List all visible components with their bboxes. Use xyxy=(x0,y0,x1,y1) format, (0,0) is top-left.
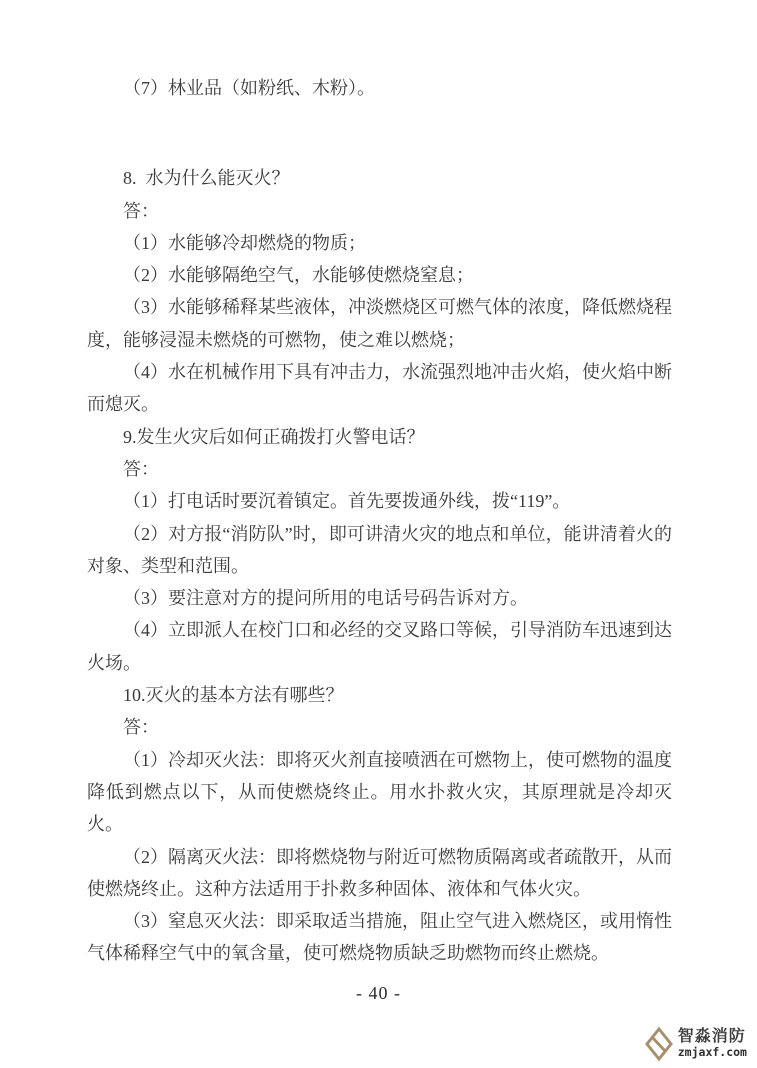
answer-label-8: 答： xyxy=(123,200,159,221)
question-10: 10.灭火的基本方法有哪些？ xyxy=(123,685,344,706)
question-8: 8. 水为什么能灭火？ xyxy=(123,168,290,189)
brand-text-block xyxy=(678,1029,747,1059)
brand-site-url: zmjaxf.com xyxy=(677,1045,747,1060)
list-item-7: （7）林业品（如粉纸、木粉）。 xyxy=(123,78,375,98)
answer-9-item-4: （4）立即派人在校门口和必经的交叉路口等候，引导消防车迅速到达火场。 xyxy=(87,620,672,673)
diamond-z-logo-icon xyxy=(644,1026,674,1062)
answer-8-item-1: （1）水能够冷却燃烧的物质； xyxy=(123,232,366,253)
page-number: - 40 - xyxy=(356,983,401,1003)
answer-9-item-2: （2）对方报“消防队”时，即可讲清火灾的地点和单位，能讲清着火的对象、类型和范围。 xyxy=(87,523,672,576)
brand-watermark xyxy=(644,1026,747,1062)
answer-8-item-2: （2）水能够隔绝空气，水能够使燃烧窒息； xyxy=(123,265,474,286)
answer-9-item-1: （1）打电话时要沉着镇定。首先要拨通外线，拨“119”。 xyxy=(123,491,571,512)
answer-label-10: 答： xyxy=(123,717,159,738)
answer-8-item-3: （3）水能够稀释某些液体，冲淡燃烧区可燃气体的浓度，降低燃烧程度，能够浸湿未燃烧的可燃物，使之难以燃烧； xyxy=(87,297,672,350)
answer-8-item-4: （4）水在机械作用下具有冲击力，水流强烈地冲击火焰，使火焰中断而熄灭。 xyxy=(87,362,672,415)
answer-10-item-2: （2）隔离灭火法：即将燃烧物与附近可燃物质隔离或者疏散开，从而使燃烧终止。这种方法适用于扑救多种固体、液体和气体火灾。 xyxy=(87,846,672,899)
answer-10-item-3: （3）窒息灭火法：即采取适当措施，阻止空气进入燃烧区，或用惰性气体稀释空气中的氧含量，使可燃烧物质缺乏助燃物而终止燃烧。 xyxy=(87,911,672,964)
brand-name: 智淼消防 xyxy=(677,1028,746,1046)
answer-9-item-3: （3）要注意对方的提问所用的电话号码告诉对方。 xyxy=(123,588,528,609)
question-9: 9.发生火灾后如何正确拨打火警电话？ xyxy=(123,426,425,447)
answer-label-9: 答： xyxy=(123,458,159,479)
document-body xyxy=(87,72,672,970)
answer-10-item-1: （1）冷却灭火法：即将灭火剂直接喷洒在可燃物上，使可燃物的温度降低到燃点以下，从而使燃烧终止。用水扑救火灾，其原理就是冷却灭火。 xyxy=(87,749,672,835)
